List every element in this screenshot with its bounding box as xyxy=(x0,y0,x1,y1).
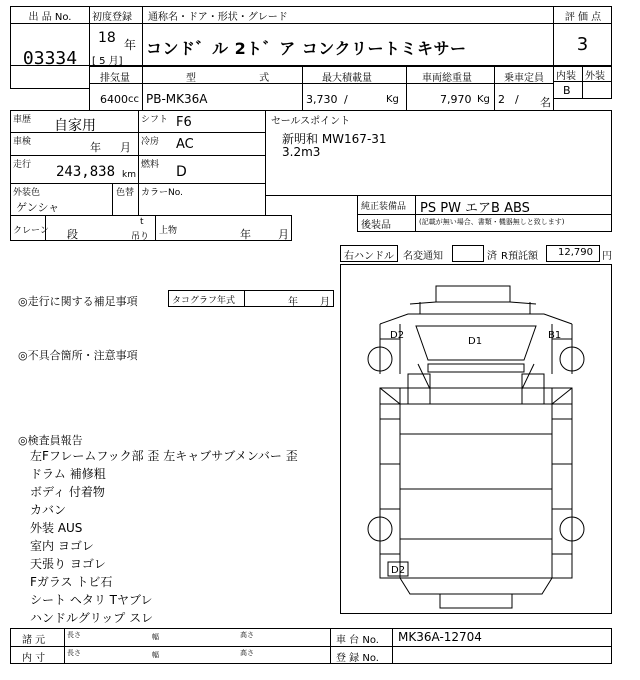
dims-height-label: 高さ xyxy=(240,631,254,639)
inner-height-label: 高さ xyxy=(240,649,254,657)
crane-label: クレーン xyxy=(13,226,49,236)
max-load-value: 3,730 xyxy=(306,93,338,106)
inspection-label: 車検 xyxy=(13,137,32,147)
inspector-report-label: ◎検査員報告 xyxy=(18,434,83,447)
displacement-value: 6400 xyxy=(100,93,128,106)
color-no-label: カラーNo. xyxy=(141,188,183,198)
deposit-unit: 円 xyxy=(602,251,612,262)
rating-label: 評 価 点 xyxy=(564,12,602,23)
inspector-line-10: ハンドルグリップ スレ xyxy=(30,611,154,625)
aftermarket-label: 後装品 xyxy=(361,220,391,231)
inspector-line-8: Fガラス トビ石 xyxy=(30,575,113,589)
steering-value: 右ハンドル xyxy=(344,251,394,262)
interior-grade: B xyxy=(563,84,571,97)
deposit-value: 12,790 xyxy=(558,247,593,258)
model-value: PB-MK36A xyxy=(146,92,208,106)
displacement-unit: cc xyxy=(128,94,139,105)
lot-no-value: 03334 xyxy=(22,48,78,69)
inner-label: 内 寸 xyxy=(22,653,46,664)
inspector-line-9: シート ヘタリ Tヤブレ xyxy=(30,593,153,607)
inspector-line-2: ドラム 補修粗 xyxy=(30,467,106,481)
first-reg-year: 18 xyxy=(98,30,116,46)
inspection-year-unit: 年 xyxy=(90,141,101,154)
dims-width-label: 幅 xyxy=(152,633,159,641)
exterior-grade-cell xyxy=(582,81,612,99)
mark-d2-rear: D2 xyxy=(391,565,406,576)
dims-label: 諸 元 xyxy=(22,635,46,646)
first-reg-month: [ 5 月] xyxy=(92,56,123,67)
displacement-label: 排気量 xyxy=(100,73,130,84)
mark-d1: D1 xyxy=(468,336,483,347)
genuine-equipment-label: 純正装備品 xyxy=(361,202,407,212)
inspection-month-unit: 月 xyxy=(120,141,131,154)
ext-color-value: ゲンシャ xyxy=(16,201,60,214)
capacity-value: 2 xyxy=(498,93,505,106)
tacho-year-unit: 年 xyxy=(288,297,298,308)
inspector-line-7: 天張り ヨゴレ xyxy=(30,557,106,571)
inspector-line-6: 室内 ヨゴレ xyxy=(30,539,94,553)
gross-weight-label: 車両総重量 xyxy=(422,73,472,84)
lot-no-label: 出 品 No. xyxy=(28,12,72,23)
capacity-unit: 名 xyxy=(540,96,551,109)
chassis-value: MK36A-12704 xyxy=(398,630,482,644)
defects-label: ◎不具合箇所・注意事項 xyxy=(18,349,138,362)
history-label: 車歴 xyxy=(13,115,32,125)
mark-b1: B1 xyxy=(548,330,562,341)
truck-diagram xyxy=(340,264,612,614)
fuel-value: D xyxy=(176,164,187,180)
mileage-unit: km xyxy=(122,170,136,180)
deposit-label: R預託額 xyxy=(501,251,538,262)
inspector-line-3: ボディ 付着物 xyxy=(30,485,105,499)
reg-no-label: 登 録 No. xyxy=(336,653,379,664)
inspector-line-5: 外装 AUS xyxy=(30,521,83,535)
upper-label: 上物 xyxy=(159,226,178,236)
sales-points-label: セールスポイント xyxy=(271,116,351,127)
running-notes-label: ◎走行に関する補足事項 xyxy=(18,295,138,308)
mileage-value: 243,838 xyxy=(56,164,116,180)
deposit-prefix: 済 xyxy=(487,251,497,262)
vehicle-name: コンド゛ル 2ト゛ア コンクリートミキサー xyxy=(146,39,467,58)
crane-stage-unit: 段 xyxy=(67,228,78,241)
upper-month-unit: 月 xyxy=(278,228,289,241)
dims-length-label: 長さ xyxy=(67,631,81,639)
first-reg-label: 初度登録 xyxy=(92,12,132,23)
grade-header-label: 通称名・ドア・形状・グレード xyxy=(148,12,288,23)
capacity-label: 乗車定員 xyxy=(504,73,544,84)
sales-points-line2: 3.2m3 xyxy=(282,145,321,159)
exterior-label: 外装 xyxy=(585,71,605,82)
sales-points-line1: 新明和 MW167-31 xyxy=(282,132,387,146)
interior-label: 内装 xyxy=(556,71,576,82)
chassis-label: 車 台 No. xyxy=(336,635,379,646)
tachograph-label: タコグラフ年式 xyxy=(172,296,236,306)
gross-weight-value: 7,970 xyxy=(440,93,472,106)
history-value: 自家用 xyxy=(54,118,96,134)
name-change-box xyxy=(452,245,484,262)
upper-year-unit: 年 xyxy=(240,228,251,241)
max-load-label: 最大積載量 xyxy=(322,73,372,84)
inner-width-label: 幅 xyxy=(152,651,159,659)
mileage-label: 走行 xyxy=(13,160,32,170)
model-label: 型 式 xyxy=(186,73,270,84)
max-load-slash: / xyxy=(344,93,348,106)
inspector-line-4: カバン xyxy=(30,503,67,517)
crane-ton-top: t xyxy=(140,217,144,227)
capacity-slash: / xyxy=(515,93,519,106)
ext-color-label: 外装色 xyxy=(13,188,41,198)
tacho-month-unit: 月 xyxy=(320,297,330,308)
rating-value: 3 xyxy=(576,34,589,55)
first-reg-year-unit: 年 xyxy=(124,38,137,52)
inspector-line-1: 左Fフレームフック部 歪 左キャブサブメンバー 歪 xyxy=(30,449,298,463)
max-load-unit: Kg xyxy=(386,94,399,105)
gross-weight-unit: Kg xyxy=(477,94,490,105)
mark-d2-front: D2 xyxy=(390,330,405,341)
color-change-label: 色替 xyxy=(116,188,135,198)
name-change-label: 名変通知 xyxy=(403,251,443,262)
fuel-label: 燃料 xyxy=(141,160,160,170)
genuine-equipment-value: PS PW エアB ABS xyxy=(420,201,530,216)
crane-ton-bottom: 吊り xyxy=(131,232,150,242)
ac-label: 冷房 xyxy=(141,137,160,147)
aftermarket-note: (記載が無い場合、書類・機器無しと致します) xyxy=(419,218,565,226)
ac-value: AC xyxy=(176,137,194,152)
shift-label: シフト xyxy=(141,115,169,125)
shift-value: F6 xyxy=(176,115,192,130)
inner-length-label: 長さ xyxy=(67,649,81,657)
